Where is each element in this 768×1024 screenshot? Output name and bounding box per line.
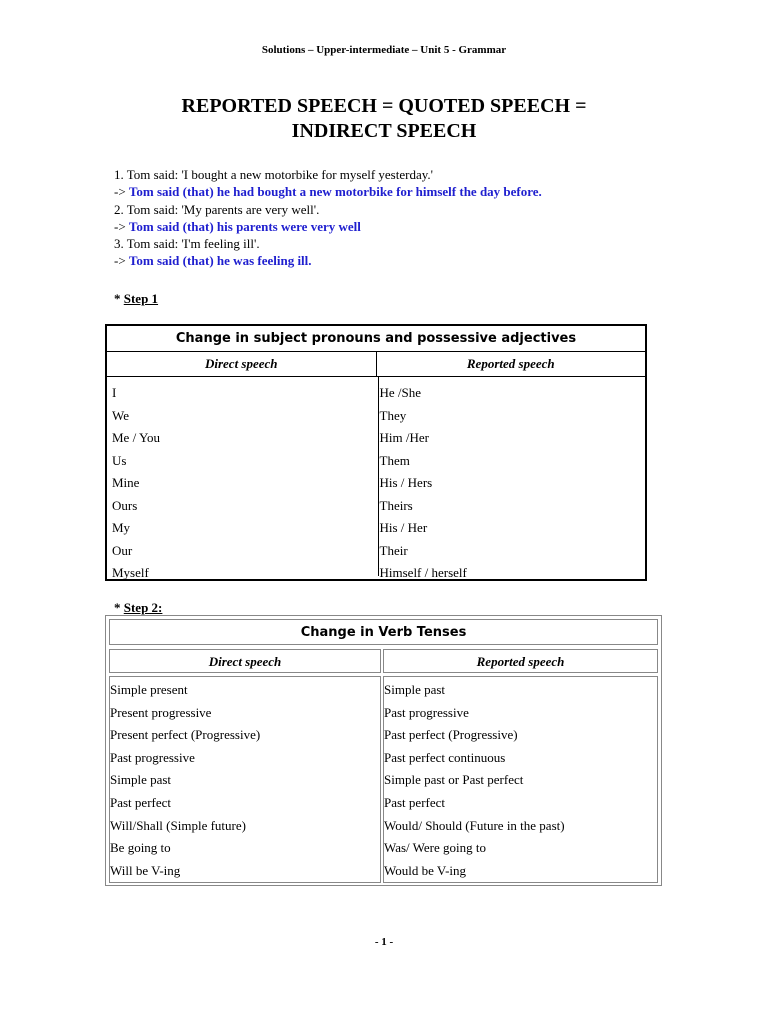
- table-cell: Would be V-ing: [384, 862, 467, 878]
- step-1-heading: [114, 291, 158, 307]
- step-2-prefix: *: [114, 600, 124, 615]
- arrow-marker: ->: [114, 184, 129, 200]
- table-cell: Was/ Were going to: [384, 840, 487, 856]
- table-cell: Them: [379, 452, 410, 468]
- example-reported: [114, 183, 542, 200]
- table-cell: I: [112, 385, 117, 400]
- table-cell: Past perfect: [384, 794, 446, 810]
- table-cell: His / Her: [379, 520, 428, 535]
- table-cell: Myself: [112, 565, 149, 580]
- column-header-reported: Reported speech: [466, 356, 555, 371]
- pronoun-table-header: [107, 352, 645, 377]
- table-cell: Would/ Should (Future in the past): [384, 817, 565, 833]
- table-cell: We: [112, 407, 129, 423]
- title-line-1: REPORTED SPEECH = QUOTED SPEECH =: [181, 95, 587, 117]
- column-header-reported: Reported speech: [383, 649, 658, 673]
- examples-list: [114, 166, 542, 270]
- example-reported-text: Tom said (that) he was feeling ill.: [128, 253, 312, 269]
- example-reported: [114, 252, 542, 269]
- step-1-prefix: *: [114, 291, 124, 306]
- table-cell: Simple past: [110, 772, 172, 788]
- table-cell: Simple present: [110, 682, 188, 697]
- example-direct: 2. Tom said: 'My parents are very well'.: [114, 201, 320, 217]
- table-cell: Present progressive: [110, 704, 212, 720]
- verb-tense-table: [105, 615, 662, 886]
- example-reported: [114, 218, 542, 235]
- table-cell: Mine: [112, 475, 140, 490]
- title-line-2: INDIRECT SPEECH: [291, 120, 477, 142]
- example-reported-text: Tom said (that) his parents were very well: [128, 218, 361, 234]
- pronoun-table-body: [107, 377, 645, 580]
- table-cell: Past perfect: [110, 794, 172, 810]
- table-cell: My: [112, 520, 131, 535]
- table-cell: Simple past or Past perfect: [384, 772, 524, 788]
- table-cell: Simple past: [384, 682, 446, 697]
- table-cell: His / Hers: [379, 475, 433, 490]
- table-cell: Present perfect (Progressive): [110, 727, 261, 743]
- table-cell: Our: [112, 542, 133, 558]
- verb-tense-table-caption: Change in Verb Tenses: [109, 619, 658, 645]
- step-1-label: Step 1: [123, 291, 159, 306]
- arrow-marker: ->: [114, 253, 129, 269]
- column-header-direct: Direct speech: [109, 649, 381, 673]
- page-number: - 1 -: [374, 936, 394, 948]
- pronoun-table-caption: Change in subject pronouns and possessive adjectives: [107, 326, 645, 352]
- table-cell: Himself / herself: [379, 565, 467, 580]
- direct-column: [107, 377, 379, 580]
- table-cell: Him /Her: [379, 430, 429, 445]
- table-cell: Theirs: [379, 497, 413, 513]
- page-header: Solutions – Upper-intermediate – Unit 5 - Grammar: [261, 44, 507, 56]
- arrow-marker: ->: [114, 218, 129, 234]
- table-cell: Will/Shall (Simple future): [110, 817, 246, 833]
- table-cell: Past perfect continuous: [384, 749, 506, 765]
- table-cell: Us: [112, 452, 127, 468]
- reported-column: [383, 676, 658, 883]
- example-direct: 1. Tom said: 'I bought a new motorbike for myself yesterday.': [114, 167, 433, 182]
- document-title: [0, 94, 768, 144]
- reported-column: [379, 377, 646, 580]
- column-header-direct: Direct speech: [107, 352, 377, 376]
- step-2-label: Step 2:: [123, 600, 163, 615]
- table-cell: Will be V-ing: [110, 862, 181, 878]
- table-cell: Past perfect (Progressive): [384, 727, 518, 743]
- table-cell: Past progressive: [110, 749, 195, 765]
- direct-column: [109, 676, 381, 883]
- table-cell: Past progressive: [384, 704, 469, 720]
- step-2-heading: [114, 600, 162, 616]
- table-cell: Ours: [112, 497, 138, 513]
- table-cell: They: [379, 407, 407, 423]
- table-cell: Me / You: [112, 430, 161, 445]
- table-cell: He /She: [379, 385, 422, 400]
- example-direct: 3. Tom said: 'I'm feeling ill'.: [114, 236, 260, 252]
- table-cell: Their: [379, 542, 408, 558]
- pronoun-table: [105, 324, 647, 581]
- example-reported-text: Tom said (that) he had bought a new motorbike for himself the day before.: [128, 184, 542, 200]
- table-cell: Be going to: [110, 840, 171, 856]
